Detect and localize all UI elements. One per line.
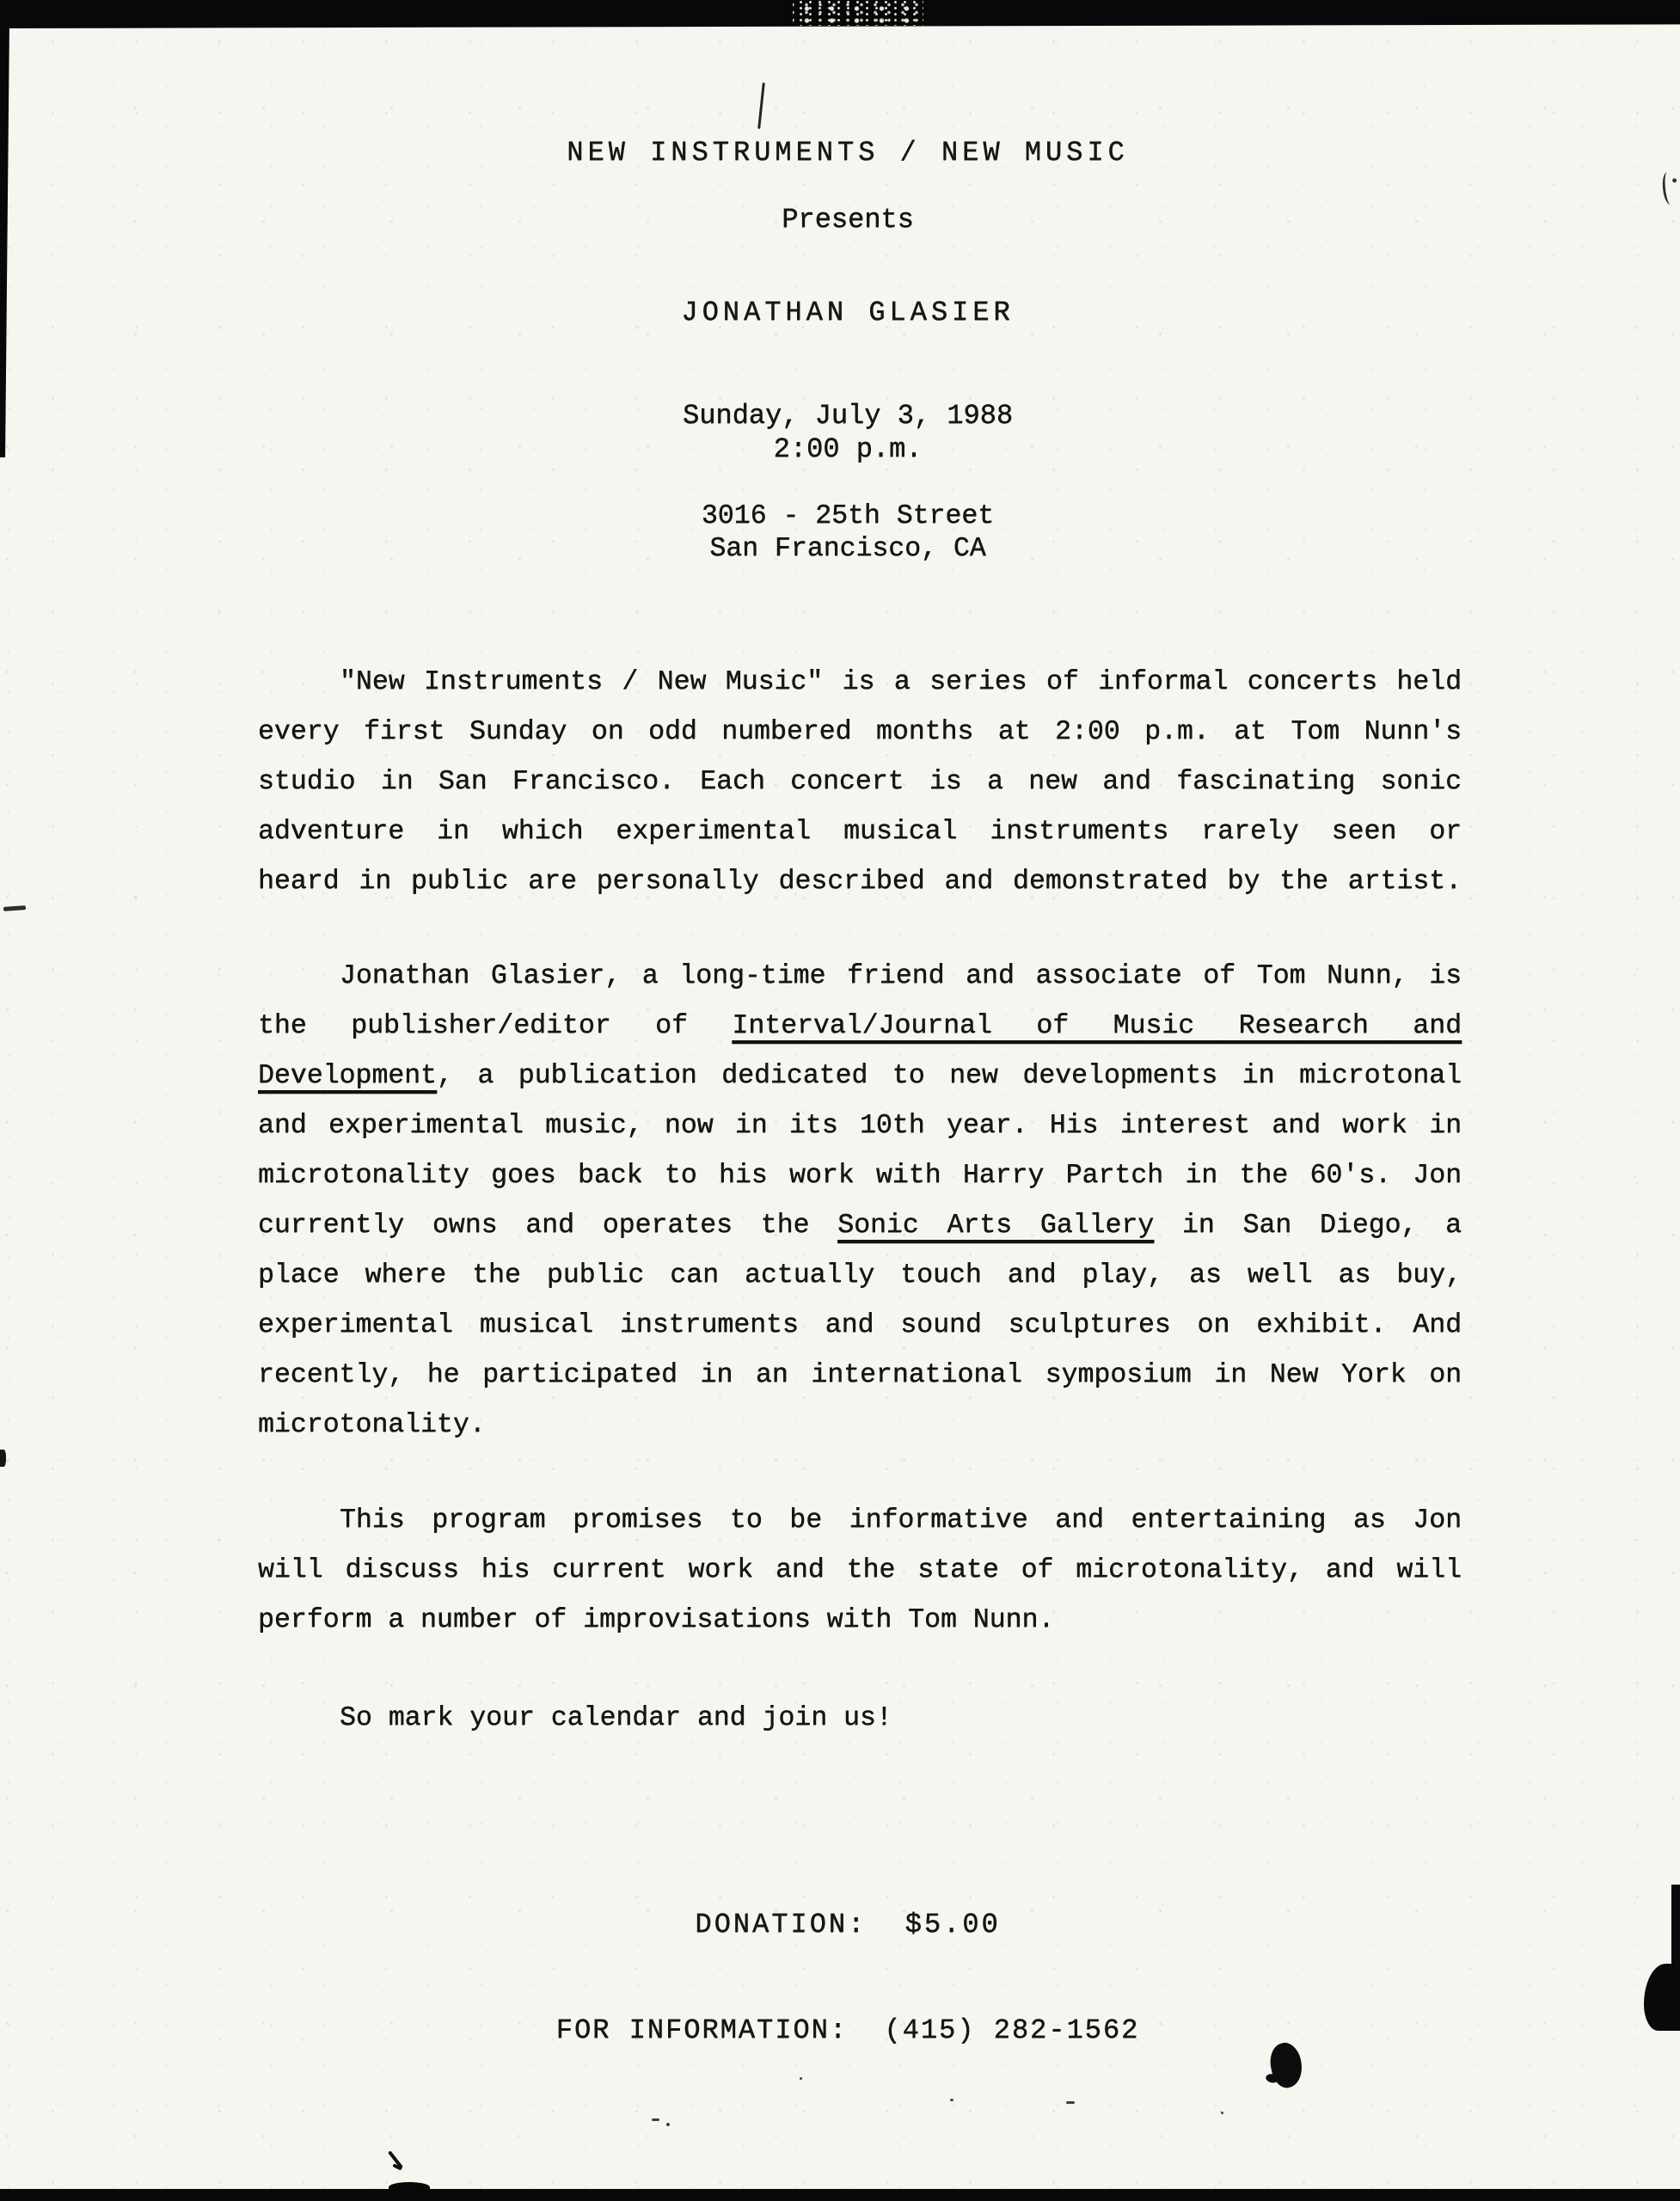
text-segment: "New Instruments / New Music" is a series of informal concerts held bbox=[340, 667, 1462, 697]
text-line bbox=[258, 1051, 1462, 1101]
series-title: NEW INSTRUMENTS / NEW MUSIC bbox=[567, 137, 1129, 169]
text-line bbox=[258, 1301, 1462, 1351]
text-segment: perform a number of improvisations with Tom Nunn. bbox=[258, 1605, 1055, 1635]
paragraph bbox=[258, 1694, 1462, 1744]
text-segment: experimental musical instruments and sound sculptures on exhibit. And bbox=[258, 1310, 1462, 1340]
paragraph bbox=[258, 1496, 1462, 1646]
text-segment: studio in San Francisco. Each concert is a new and fascinating sonic bbox=[258, 767, 1462, 797]
text-line bbox=[258, 1251, 1462, 1301]
event-time: 2:00 p.m. bbox=[773, 433, 923, 465]
text-segment: and experimental music, now in its 10th year. His interest and work in bbox=[258, 1111, 1462, 1141]
text-line bbox=[258, 1694, 1462, 1744]
text-segment: So mark your calendar and join us! bbox=[340, 1703, 892, 1733]
donation-line: DONATION: $5.00 bbox=[695, 1909, 1001, 1940]
text-segment: Jonathan Glasier, a long-time friend and associate of Tom Nunn, is bbox=[340, 961, 1462, 991]
presents-label: Presents bbox=[782, 204, 914, 236]
underlined-text: Sonic Arts Gallery bbox=[837, 1211, 1155, 1241]
text-segment: place where the public can actually touch and play, as well as buy, bbox=[258, 1260, 1462, 1291]
address-street: 3016 - 25th Street bbox=[701, 501, 995, 531]
text-segment: the publisher/editor of bbox=[258, 1011, 733, 1041]
text-line bbox=[258, 757, 1462, 807]
text-line bbox=[258, 1201, 1462, 1251]
text-line bbox=[258, 1351, 1462, 1401]
text-segment: This program promises to be informative and entertaining as Jon bbox=[340, 1505, 1462, 1536]
text-line bbox=[258, 1401, 1462, 1450]
text-segment: will discuss his current work and the state of microtonality, and will bbox=[258, 1555, 1462, 1585]
text-line bbox=[258, 1151, 1462, 1201]
text-segment: currently owns and operates the bbox=[258, 1211, 838, 1241]
text-line bbox=[258, 658, 1462, 708]
text-line bbox=[258, 1546, 1462, 1596]
text-segment: adventure in which experimental musical instruments rarely seen or bbox=[258, 817, 1462, 847]
text-line bbox=[258, 1496, 1462, 1546]
event-date: Sunday, July 3, 1988 bbox=[682, 400, 1014, 432]
text-line bbox=[258, 1596, 1462, 1646]
text-segment: recently, he participated in an international symposium in New York on bbox=[258, 1360, 1462, 1390]
underlined-text: Development bbox=[258, 1061, 437, 1091]
text-line bbox=[258, 807, 1462, 857]
text-segment: , a publication dedicated to new developments in microtonal bbox=[436, 1061, 1462, 1091]
text-line bbox=[258, 857, 1462, 907]
paragraph bbox=[258, 658, 1462, 907]
text-segment: heard in public are personally described and demonstrated by the artist. bbox=[258, 867, 1462, 897]
text-segment: microtonality goes back to his work with Harry Partch in the 60's. Jon bbox=[258, 1161, 1462, 1191]
text-segment: microtonality. bbox=[258, 1410, 486, 1440]
text-line bbox=[258, 1002, 1462, 1051]
address-city: San Francisco, CA bbox=[709, 534, 986, 564]
underlined-text: Interval/Journal of Music Research and bbox=[732, 1011, 1462, 1041]
text-line bbox=[258, 1101, 1462, 1151]
text-segment: every first Sunday on odd numbered months at 2:00 p.m. at Tom Nunn's bbox=[258, 717, 1462, 747]
paragraph bbox=[258, 952, 1462, 1450]
artist-name: JONATHAN GLASIER bbox=[681, 297, 1015, 328]
text-segment: in San Diego, a bbox=[1154, 1211, 1462, 1241]
text-line bbox=[258, 952, 1462, 1002]
information-line: FOR INFORMATION: (415) 282-1562 bbox=[555, 2014, 1140, 2046]
text-line bbox=[258, 708, 1462, 757]
